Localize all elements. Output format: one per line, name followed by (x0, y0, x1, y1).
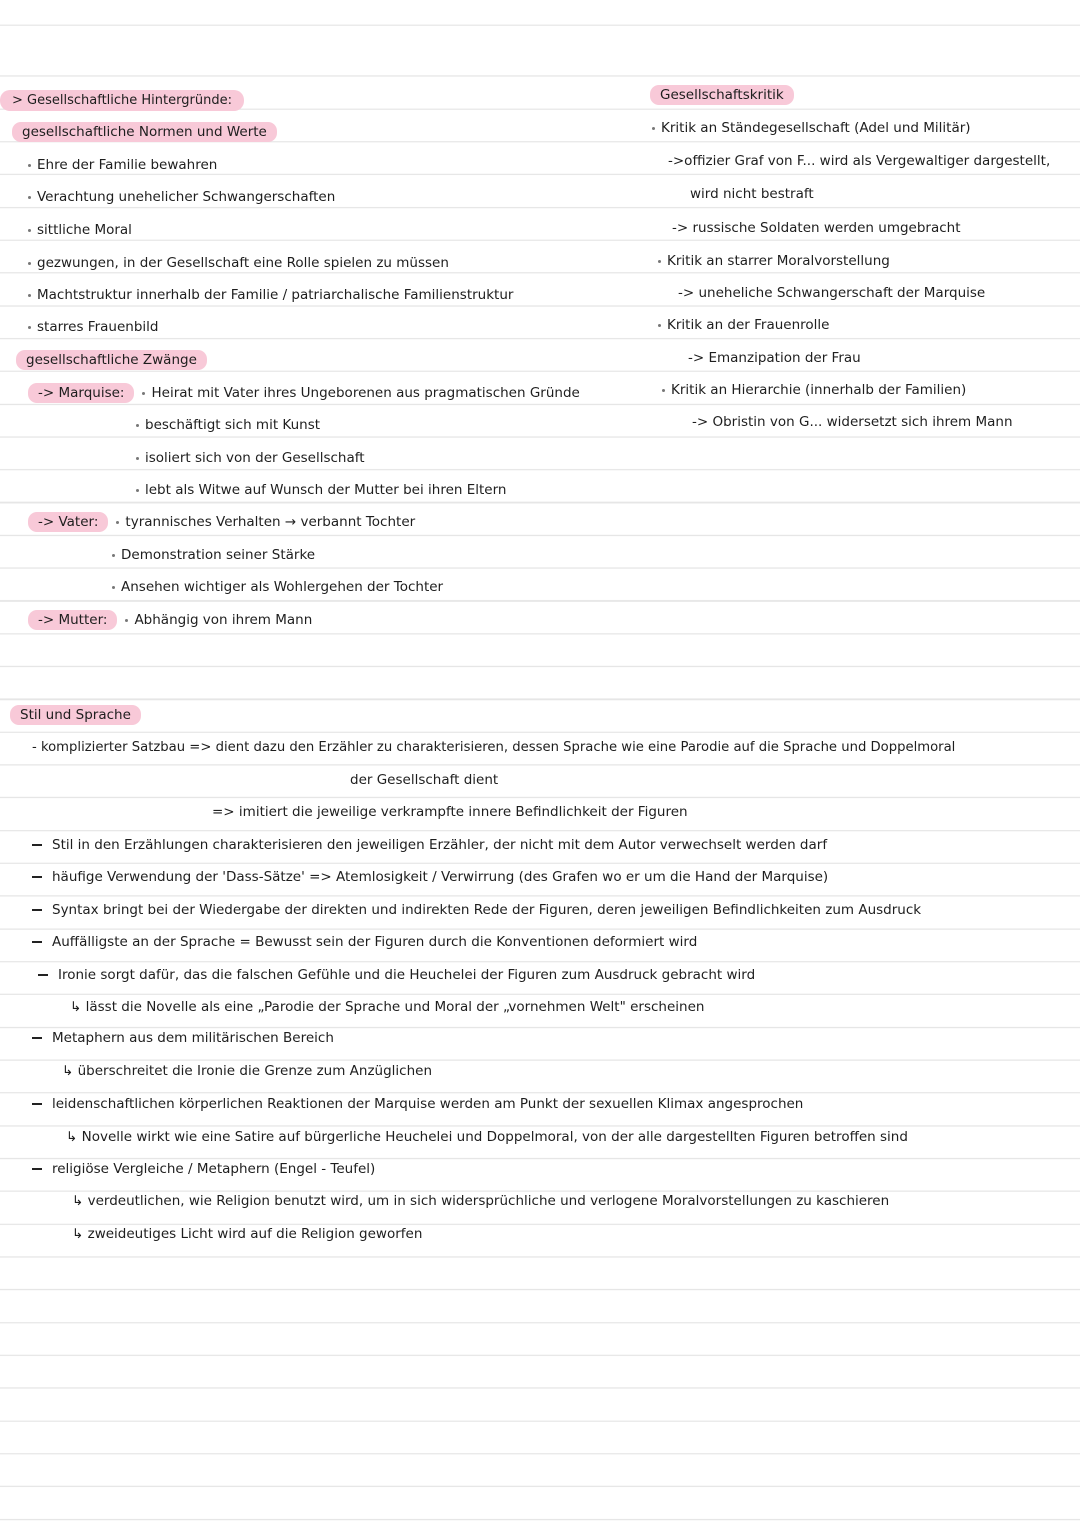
list-item: sittliche Moral (28, 221, 132, 239)
stil-line: Syntax bringt bei der Wiedergabe der direkten und indirekten Rede der Figuren, deren jeweiligen Befindlichkeiten zum Ausdruck (32, 901, 921, 919)
kritik-line: ->offizier Graf von F... wird als Vergewaltiger dargestellt, (668, 153, 1051, 169)
mutter-label: -> Mutter: (28, 610, 117, 630)
stil-line: ↳ Novelle wirkt wie eine Satire auf bürgerliche Heuchelei und Doppelmoral, von der alle dargestellten Figuren betroffen sind (66, 1129, 908, 1145)
list-item: Machtstruktur innerhalb der Familie / patriarchalische Familienstruktur (28, 286, 513, 304)
section-title-hintergruende: > Gesellschaftliche Hintergründe: (0, 92, 244, 110)
list-item: lebt als Witwe auf Wunsch der Mutter bei ihren Eltern (136, 481, 506, 499)
stil-line: Ironie sorgt dafür, das die falschen Gefühle und die Heuchelei der Figuren zum Ausdruck gebracht wird (38, 966, 755, 984)
kritik-line: wird nicht bestraft (690, 186, 814, 202)
list-item: isoliert sich von der Gesellschaft (136, 449, 365, 467)
kritik-line: -> Emanzipation der Frau (688, 350, 861, 366)
stil-line: - komplizierter Satzbau => dient dazu den Erzähler zu charakterisieren, dessen Sprache wie eine Parodie auf die Sprache und Doppelmoral (32, 740, 956, 755)
kritik-line: Kritik an Ständegesellschaft (Adel und Militär) (652, 119, 971, 137)
stil-line: ↳ überschreitet die Ironie die Grenze zum Anzüglichen (62, 1063, 433, 1079)
kritik-line: -> russische Soldaten werden umgebracht (672, 220, 961, 236)
stil-line: häufige Verwendung der 'Dass-Sätze' => Atemlosigkeit / Verwirrung (des Grafen wo er um die Hand der Marquise) (32, 868, 828, 886)
stil-line: ↳ lässt die Novelle als eine „Parodie der Sprache und Moral der „vornehmen Welt" erscheinen (70, 999, 705, 1015)
stil-line: leidenschaftlichen körperlichen Reaktionen der Marquise werden am Punkt der sexuellen Klimax angesprochen (32, 1095, 803, 1113)
kritik-line: Kritik an starrer Moralvorstellung (658, 252, 890, 270)
vater-row: -> Vater: tyrannisches Verhalten → verbannt Tochter (28, 513, 415, 531)
stil-line: Auffälligste an der Sprache = Bewusst sein der Figuren durch die Konventionen deformiert wird (32, 933, 697, 951)
list-item: starres Frauenbild (28, 318, 158, 336)
marquise-row: -> Marquise: Heirat mit Vater ihres Ungeborenen aus pragmatischen Gründe (28, 384, 580, 402)
kritik-line: -> Obristin von G... widersetzt sich ihrem Mann (692, 414, 1013, 430)
heading-stil-sprache: Stil und Sprache (10, 706, 141, 724)
stil-line: religiöse Vergleiche / Metaphern (Engel - Teufel) (32, 1160, 375, 1178)
list-item: beschäftigt sich mit Kunst (136, 416, 320, 434)
list-item: Ehre der Familie bewahren (28, 156, 217, 174)
marquise-label: -> Marquise: (28, 383, 134, 403)
heading-gesellschaftskritik: Gesellschaftskritik (650, 86, 794, 104)
stil-line: ↳ verdeutlichen, wie Religion benutzt wird, um in sich widersprüchliche und verlogene Moralvorstellungen zu kaschieren (72, 1193, 890, 1209)
list-item: Ansehen wichtiger als Wohlergehen der Tochter (112, 578, 443, 596)
stil-line: ↳ zweideutiges Licht wird auf die Religion geworfen (72, 1226, 423, 1242)
stil-line: Stil in den Erzählungen charakterisieren den jeweiligen Erzähler, der nicht mit dem Autor verwechselt werden darf (32, 836, 827, 854)
vater-label: -> Vater: (28, 512, 108, 532)
stil-line: => imitiert die jeweilige verkrampfte innere Befindlichkeit der Figuren (212, 804, 688, 820)
heading-zwaenge: gesellschaftliche Zwänge (16, 351, 207, 369)
list-item: Verachtung unehelicher Schwangerschaften (28, 188, 335, 206)
kritik-line: Kritik an der Frauenrolle (658, 316, 830, 334)
mutter-row: -> Mutter: Abhängig von ihrem Mann (28, 611, 312, 629)
list-item: Demonstration seiner Stärke (112, 546, 315, 564)
stil-line: Metaphern aus dem militärischen Bereich (32, 1029, 334, 1047)
list-item: gezwungen, in der Gesellschaft eine Rolle spielen zu müssen (28, 254, 449, 272)
stil-line: der Gesellschaft dient (350, 772, 499, 788)
kritik-line: -> uneheliche Schwangerschaft der Marquise (678, 285, 986, 301)
kritik-line: Kritik an Hierarchie (innerhalb der Familien) (662, 381, 966, 399)
heading-normen-werte: gesellschaftliche Normen und Werte (12, 123, 277, 141)
